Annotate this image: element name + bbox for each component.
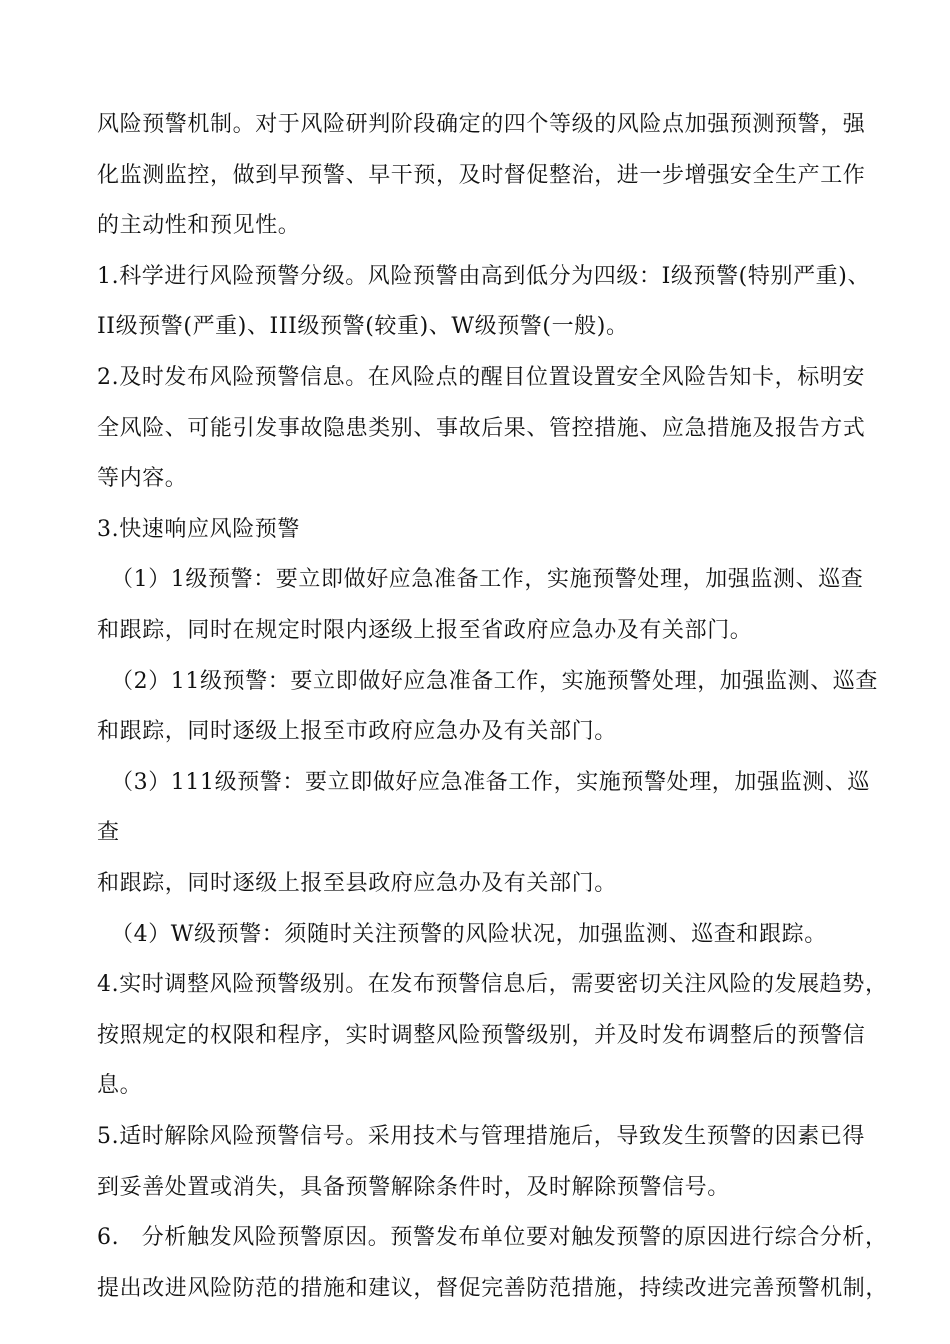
list-item-5: 5.适时解除风险预警信号。采用技术与管理措施后，导致发生预警的因素已得 bbox=[97, 1124, 865, 1149]
body-text-line: 和跟踪，同时在规定时限内逐级上报至省政府应急办及有关部门。 bbox=[97, 618, 753, 643]
list-item-6: 6. 分析触发风险预警原因。预警发布单位要对触发预警的原因进行综合分析， bbox=[97, 1225, 888, 1250]
sub-item-1: （1）1级预警：要立即做好应急准备工作，实施预警处理，加强监测、巡查 bbox=[111, 567, 864, 592]
body-text-line: 全风险、可能引发事故隐患类别、事故后果、管控措施、应急措施及报告方式 bbox=[97, 416, 866, 441]
body-text-line: II级预警(严重)、III级预警(较重)、W级预警(一般)。 bbox=[97, 314, 629, 339]
body-text-line: 按照规定的权限和程序，实时调整风险预警级别，并及时发布调整后的预警信 bbox=[97, 1023, 866, 1048]
body-text-line: 风险预警机制。对于风险研判阶段确定的四个等级的风险点加强预测预警，强 bbox=[97, 112, 866, 137]
body-text-line: 化监测监控，做到早预警、早干预，及时督促整治，进一步增强安全生产工作 bbox=[97, 163, 866, 188]
body-text-line: 息。 bbox=[97, 1073, 143, 1098]
list-item-1: 1.科学进行风险预警分级。风险预警由高到低分为四级：I级预警(特别严重)、 bbox=[97, 264, 871, 289]
sub-item-2: （2）11级预警：要立即做好应急准备工作，实施预警处理，加强监测、巡查 bbox=[111, 669, 878, 694]
body-text-line: 查 bbox=[97, 820, 120, 845]
sub-item-3: （3）111级预警：要立即做好应急准备工作，实施预警处理，加强监测、巡 bbox=[111, 770, 870, 795]
body-text-line: 提出改进风险防范的措施和建议，督促完善防范措施，持续改进完善预警机制， bbox=[97, 1276, 889, 1301]
body-text-line: 和跟踪，同时逐级上报至市政府应急办及有关部门。 bbox=[97, 719, 617, 744]
body-text-line: 等内容。 bbox=[97, 466, 188, 491]
body-text-line: 和跟踪，同时逐级上报至县政府应急办及有关部门。 bbox=[97, 871, 617, 896]
list-item-4: 4.实时调整风险预警级别。在发布预警信息后，需要密切关注风险的发展趋势， bbox=[97, 972, 888, 997]
list-item-3: 3.快速响应风险预警 bbox=[97, 517, 300, 542]
body-text-line: 到妥善处置或消失，具备预警解除条件时，及时解除预警信号。 bbox=[97, 1175, 730, 1200]
sub-item-4: （4）W级预警：须随时关注预警的风险状况，加强监测、巡查和跟踪。 bbox=[111, 922, 827, 947]
body-text-line: 的主动性和预见性。 bbox=[97, 213, 301, 238]
list-item-2: 2.及时发布风险预警信息。在风险点的醒目位置设置安全风险告知卡，标明安 bbox=[97, 365, 865, 390]
